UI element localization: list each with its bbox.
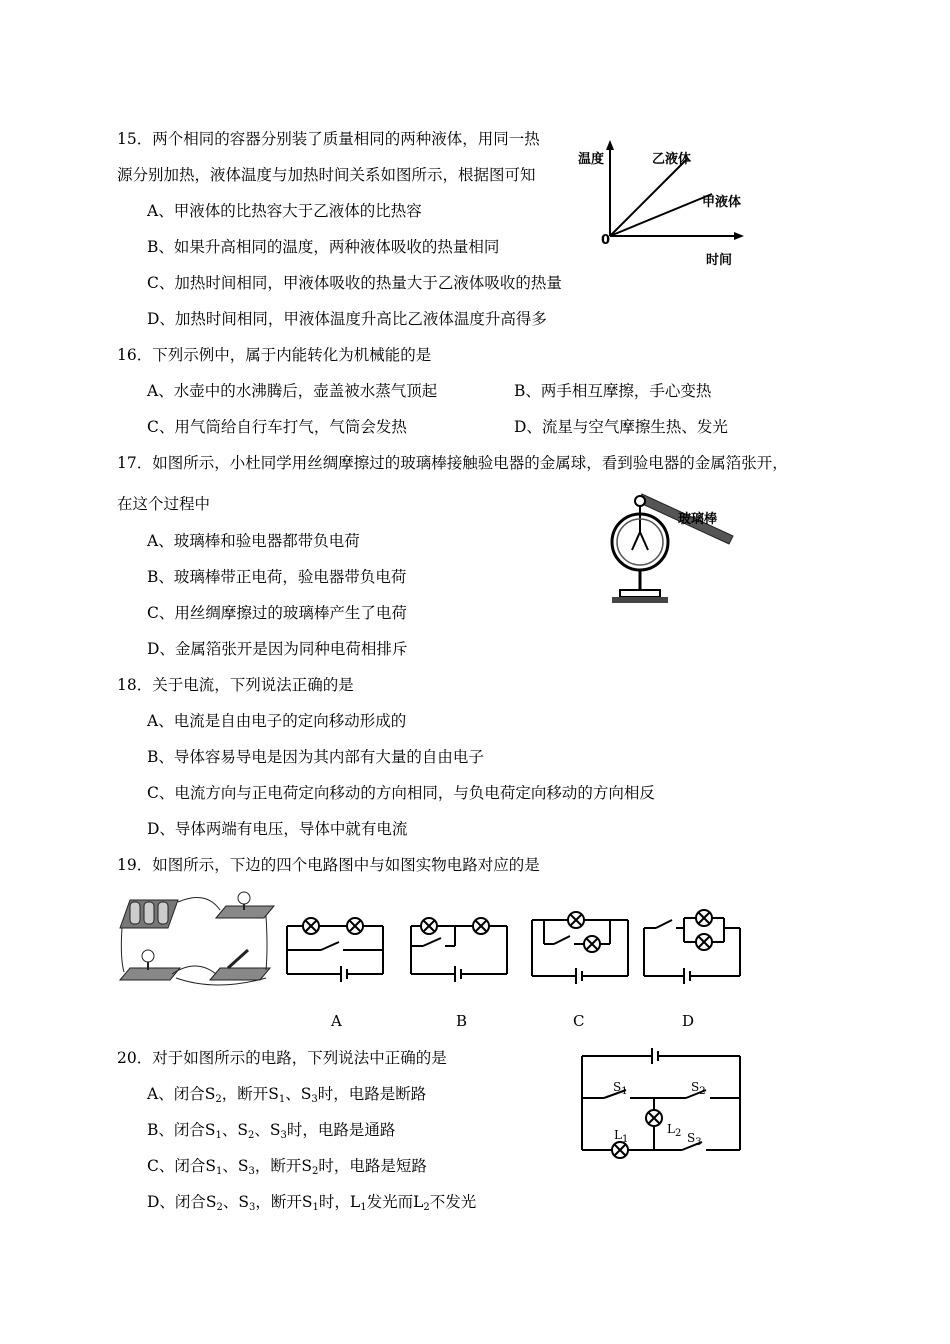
q15-option-b: B、如果升高相同的温度，两种液体吸收的热量相同 — [147, 238, 500, 256]
q19-circuit-d — [642, 914, 742, 976]
q20-option-c: C、闭合$S_1$、$S_3$，断开$S_2$时，电路是短路 — [147, 1157, 427, 1177]
q20-option-a: A、闭合$S_2$，断开$S_1$、$S_3$时，电路是断路 — [147, 1085, 427, 1105]
q16-option-d: D、流星与空气摩擦生热、发光 — [514, 418, 728, 436]
q20-s2-label: $S_2$ — [691, 1080, 706, 1097]
q17-glass-rod-label: 玻璃棒 — [678, 512, 718, 527]
q20-option-d: D、闭合$S_2$、$S_3$，断开$S_1$时，$L_1$发光而$L_2$不发光 — [147, 1193, 477, 1213]
q17-option-a: A、玻璃棒和验电器都带负电荷 — [147, 532, 360, 550]
q17-stem-line1: 17．如图所示，小杜同学用丝绸摩擦过的玻璃棒接触验电器的金属球，看到验电器的金属箔张开， — [117, 454, 788, 472]
q15-stem-line1: 15．两个相同的容器分别装了质量相同的两种液体，用同一热 — [117, 130, 540, 148]
q18-stem: 18．关于电流，下列说法正确的是 — [117, 676, 354, 694]
q17-option-d: D、金属箔张开是因为同种电荷相排斥 — [147, 640, 408, 658]
q19-physical-circuit-illustration — [116, 888, 274, 992]
q17-option-b: B、玻璃棒带正电荷，验电器带负电荷 — [147, 568, 407, 586]
q15-origin-label: 0 — [601, 233, 611, 248]
q18-option-a: A、电流是自由电子的定向移动形成的 — [147, 712, 407, 730]
q16-option-b: B、两手相互摩擦，手心变热 — [514, 382, 712, 400]
q16-option-a: A、水壶中的水沸腾后，壶盖被水蒸气顶起 — [147, 382, 438, 400]
q15-option-d: D、加热时间相同，甲液体温度升高比乙液体温度升高得多 — [147, 310, 547, 328]
q19-circuit-a — [285, 916, 385, 976]
q18-option-c: C、电流方向与正电荷定向移动的方向相同，与负电荷定向移动的方向相反 — [147, 784, 655, 802]
q15-x-axis-label: 时间 — [706, 253, 733, 268]
q17-option-c: C、用丝绸摩擦过的玻璃棒产生了电荷 — [147, 604, 407, 622]
q15-series-b-label: 乙液体 — [652, 152, 692, 167]
q20-stem: 20．对于如图所示的电路，下列说法中正确的是 — [117, 1049, 447, 1067]
q19-caption-d: D — [682, 1012, 695, 1030]
q20-s1-label: $S_1$ — [613, 1080, 628, 1097]
q20-option-b: B、闭合$S_1$、$S_2$、$S_3$时，电路是通路 — [147, 1121, 396, 1141]
q20-s3-label: $S_3$ — [687, 1131, 702, 1148]
q18-option-d: D、导体两端有电压，导体中就有电流 — [147, 820, 408, 838]
q18-option-b: B、导体容易导电是因为其内部有大量的自由电子 — [147, 748, 484, 766]
q15-option-a: A、甲液体的比热容大于乙液体的比热容 — [147, 202, 422, 220]
q20-l2-label: $L_2$ — [667, 1122, 682, 1139]
q19-circuit-b — [409, 916, 509, 976]
q15-stem-line2: 源分别加热，液体温度与加热时间关系如图所示，根据图可知 — [117, 166, 536, 184]
q19-circuit-c — [530, 914, 630, 976]
q17-stem-line2: 在这个过程中 — [117, 495, 211, 513]
q15-series-a-label: 甲液体 — [702, 195, 742, 210]
q19-caption-a: A — [331, 1012, 342, 1030]
q20-l1-label: $L_1$ — [614, 1128, 629, 1145]
q15-y-axis-label: 温度 — [578, 152, 605, 167]
q16-stem: 16．下列示例中，属于内能转化为机械能的是 — [117, 346, 432, 364]
q19-caption-b: B — [456, 1012, 468, 1030]
q16-option-c: C、用气筒给自行车打气，气筒会发热 — [147, 418, 407, 436]
q19-caption-c: C — [573, 1012, 585, 1030]
q15-option-c: C、加热时间相同，甲液体吸收的热量大于乙液体吸收的热量 — [147, 274, 562, 292]
q19-stem: 19．如图所示，下边的四个电路图中与如图实物电路对应的是 — [117, 856, 540, 874]
